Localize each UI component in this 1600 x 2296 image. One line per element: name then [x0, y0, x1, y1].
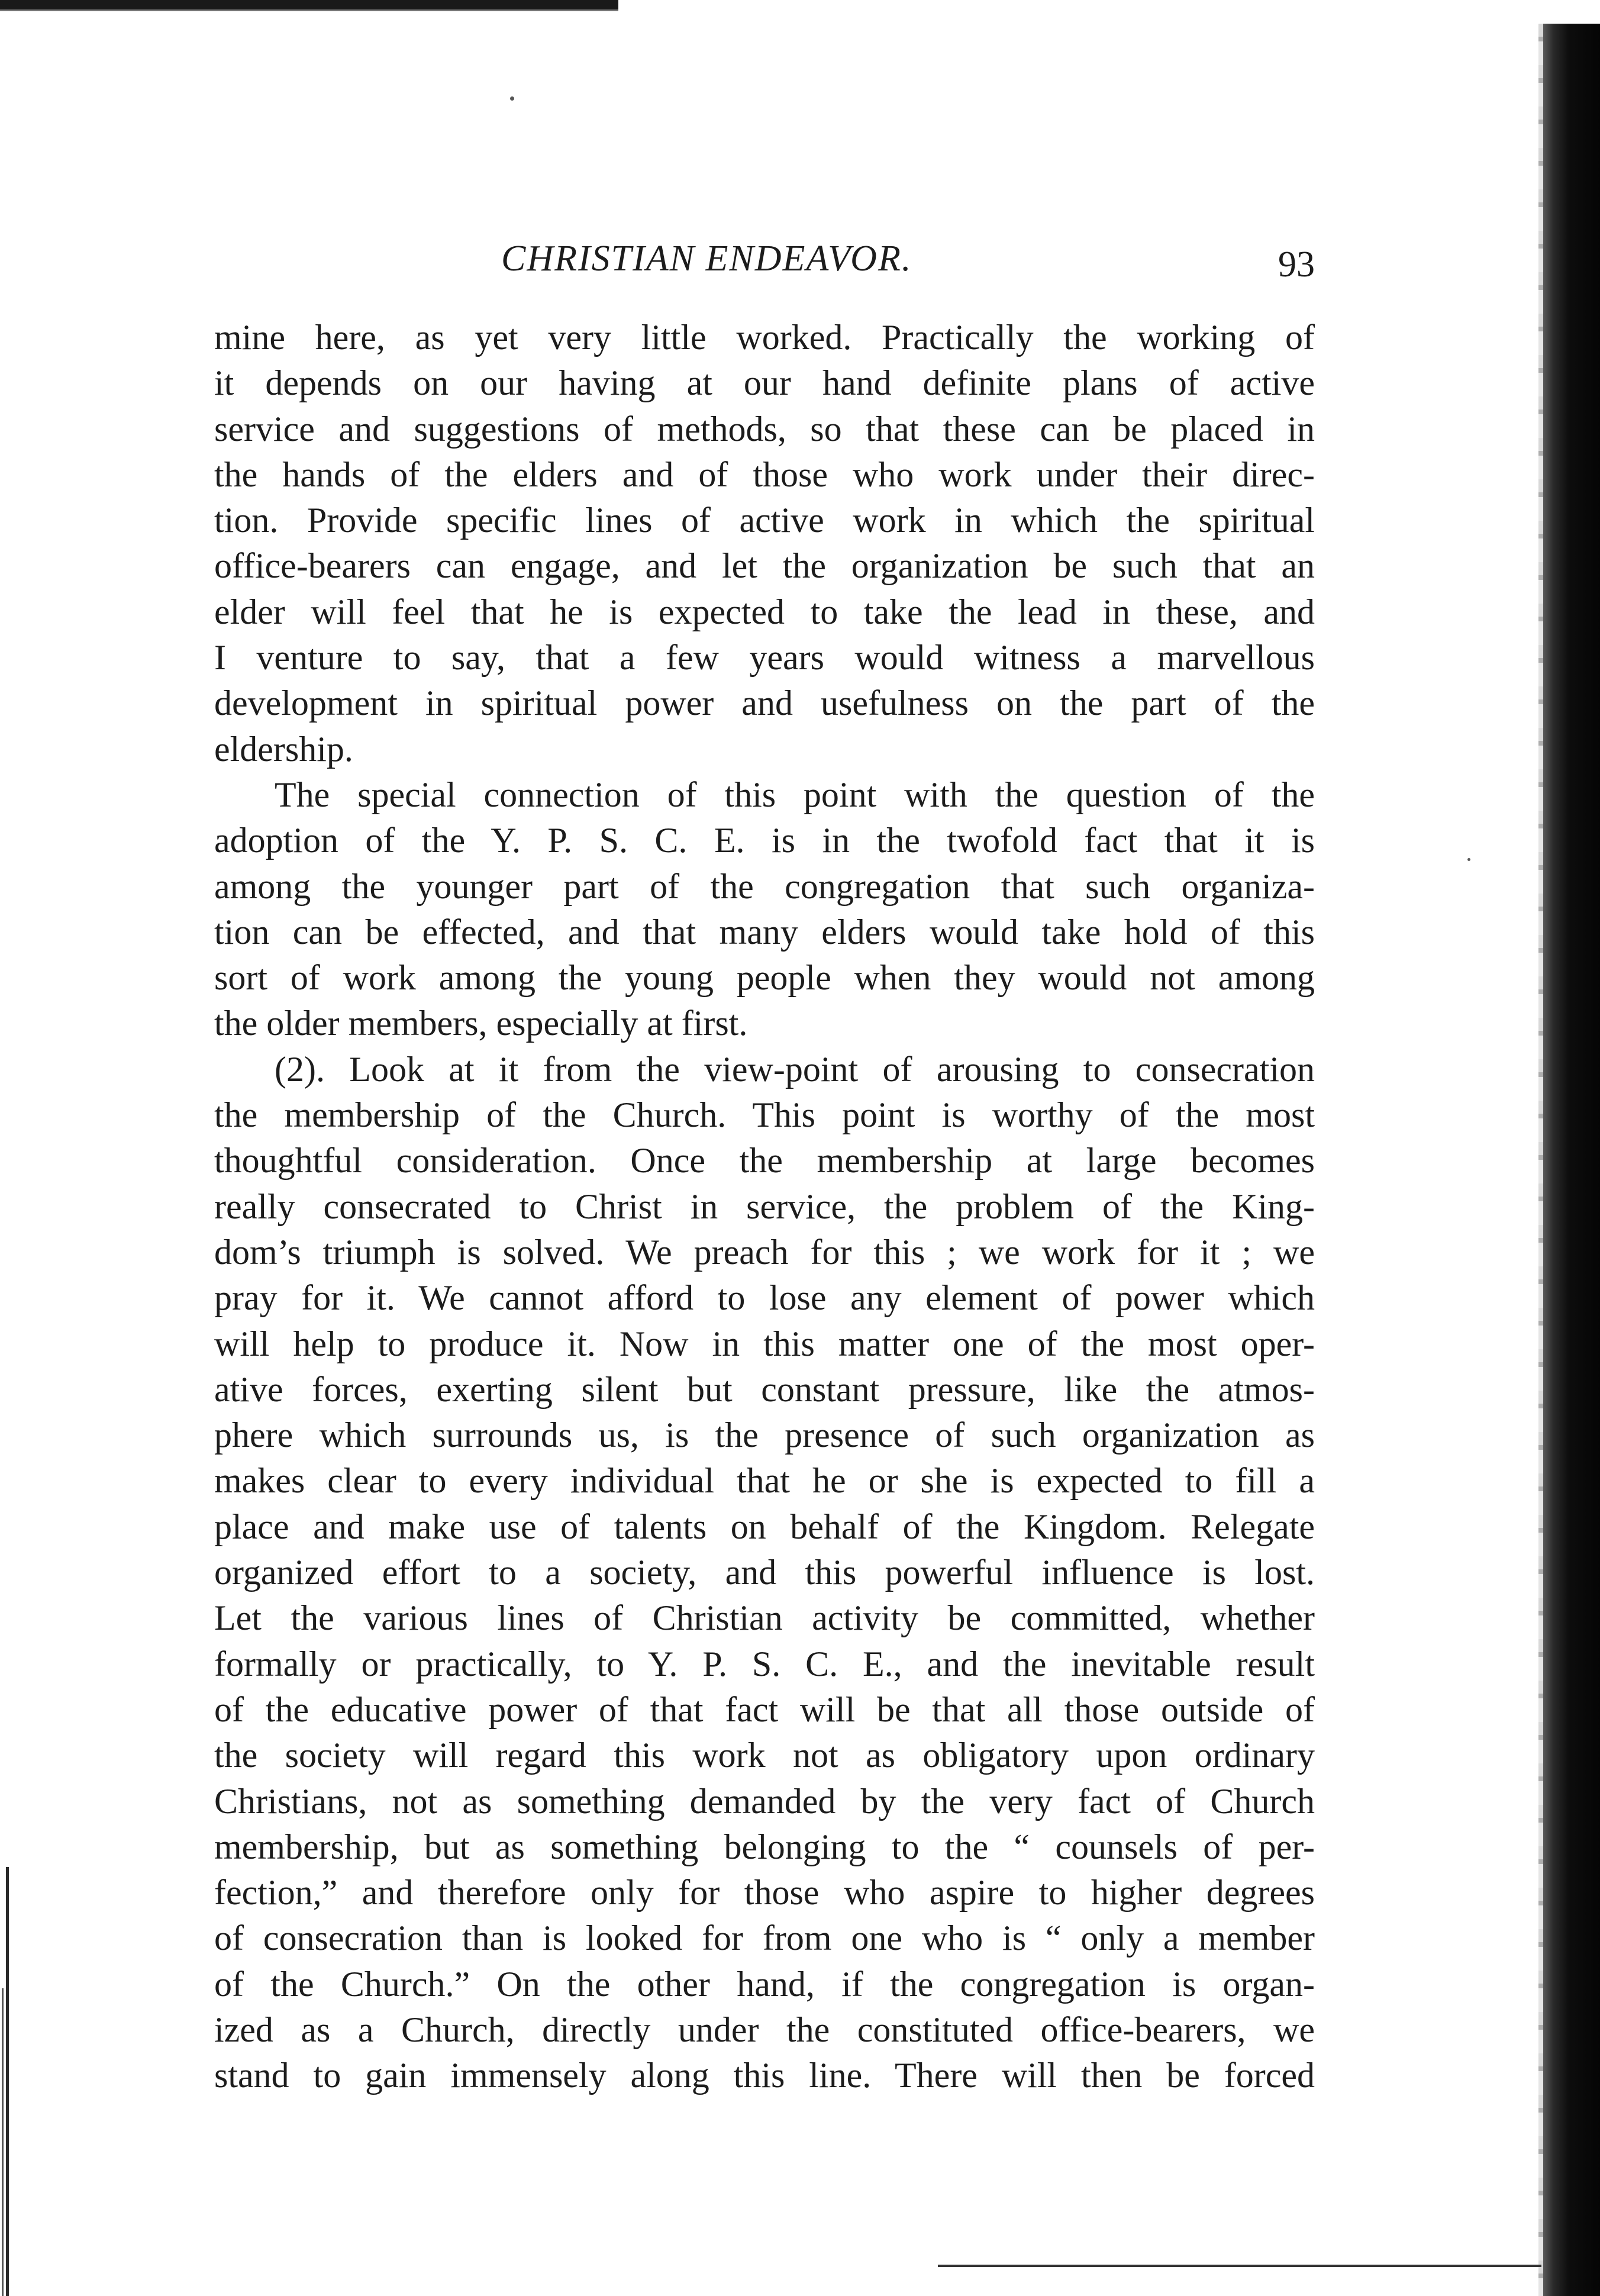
- text-line: place and make use of talents on behalf of the Kingdom. Relegate: [214, 1507, 1315, 1546]
- text-line: membership, but as something belonging to the “ counsels of per-: [214, 1827, 1315, 1866]
- text-line: of consecration than is looked for from one who is “ only a member: [214, 1918, 1315, 1958]
- text-line: of the Church.” On the other hand, if the congregation is organ-: [214, 1964, 1315, 2004]
- text-line: Christians, not as something demanded by the very fact of Church: [214, 1781, 1315, 1821]
- text-line: (2). Look at it from the view-point of arousing to consecration: [275, 1049, 1315, 1089]
- text-line: stand to gain immensely along this line. There will then be forced: [214, 2056, 1315, 2095]
- text-line: the society will regard this work not as obligatory upon ordinary: [214, 1736, 1315, 1775]
- scan-speck: [1467, 858, 1470, 861]
- text-line: dom’s triumph is solved. We preach for this ; we work for it ; we: [214, 1232, 1315, 1272]
- page-number: 93: [1278, 244, 1315, 285]
- top-scan-rule-thin: [0, 9, 618, 11]
- text-line: the hands of the elders and of those who work under their direc-: [214, 454, 1315, 494]
- text-line: sort of work among the young people when they would not among: [214, 958, 1315, 998]
- top-scan-rule: [0, 0, 618, 9]
- text-line: formally or practically, to Y. P. S. C. E., and the inevitable result: [214, 1644, 1315, 1684]
- text-line: the membership of the Church. This point is worthy of the most: [214, 1095, 1315, 1135]
- text-line: service and suggestions of methods, so that these can be placed in: [214, 409, 1315, 449]
- text-line: Let the various lines of Christian activity be committed, whether: [214, 1598, 1315, 1638]
- bottom-scan-line: [938, 2265, 1541, 2267]
- text-line: pray for it. We cannot afford to lose any element of power which: [214, 1278, 1315, 1318]
- text-line: ative forces, exerting silent but constant pressure, like the atmos-: [214, 1369, 1315, 1409]
- text-line: office-bearers can engage, and let the organization be such that an: [214, 546, 1315, 586]
- text-line: it depends on our having at our hand definite plans of active: [214, 363, 1315, 403]
- text-line: eldership.: [214, 729, 353, 769]
- page-header: [214, 236, 1333, 289]
- text-line: adoption of the Y. P. S. C. E. is in the twofold fact that it is: [214, 821, 1315, 860]
- text-line: The special connection of this point with the question of the: [275, 775, 1315, 814]
- left-scan-edge: [6, 1867, 9, 2296]
- text-line: elder will feel that he is expected to take the lead in these, and: [214, 592, 1315, 631]
- body-text: [214, 315, 1315, 2099]
- text-line: mine here, as yet very little worked. Practically the working of: [214, 318, 1315, 357]
- book-spine-shadow: [1543, 24, 1600, 2296]
- text-line: development in spiritual power and usefulness on the part of the: [214, 683, 1315, 723]
- running-title: CHRISTIAN ENDEAVOR.: [501, 238, 912, 279]
- text-line: the older members, especially at first.: [214, 1004, 748, 1043]
- text-line: of the educative power of that fact will be that all those outside of: [214, 1689, 1315, 1729]
- text-line: phere which surrounds us, is the presence of such organization as: [214, 1415, 1315, 1455]
- text-line: fection,” and therefore only for those who aspire to higher degrees: [214, 1873, 1315, 1913]
- text-line: really consecrated to Christ in service, the problem of the King-: [214, 1186, 1315, 1226]
- text-line: organized effort to a society, and this powerful influence is lost.: [214, 1553, 1315, 1592]
- text-line: I venture to say, that a few years would witness a marvellous: [214, 638, 1315, 678]
- text-line: tion. Provide specific lines of active work in which the spiritual: [214, 501, 1315, 540]
- text-line: tion can be effected, and that many elders would take hold of this: [214, 912, 1315, 952]
- text-line: makes clear to every individual that he or she is expected to fill a: [214, 1461, 1315, 1501]
- text-line: ized as a Church, directly under the constituted office-bearers, we: [214, 2010, 1315, 2049]
- text-line: among the younger part of the congregation that such organiza-: [214, 866, 1315, 906]
- scan-speck: [510, 96, 514, 101]
- text-line: will help to produce it. Now in this matter one of the most oper-: [214, 1324, 1315, 1363]
- text-line: thoughtful consideration. Once the membership at large becomes: [214, 1141, 1315, 1181]
- left-scan-edge-outer: [2, 1988, 4, 2296]
